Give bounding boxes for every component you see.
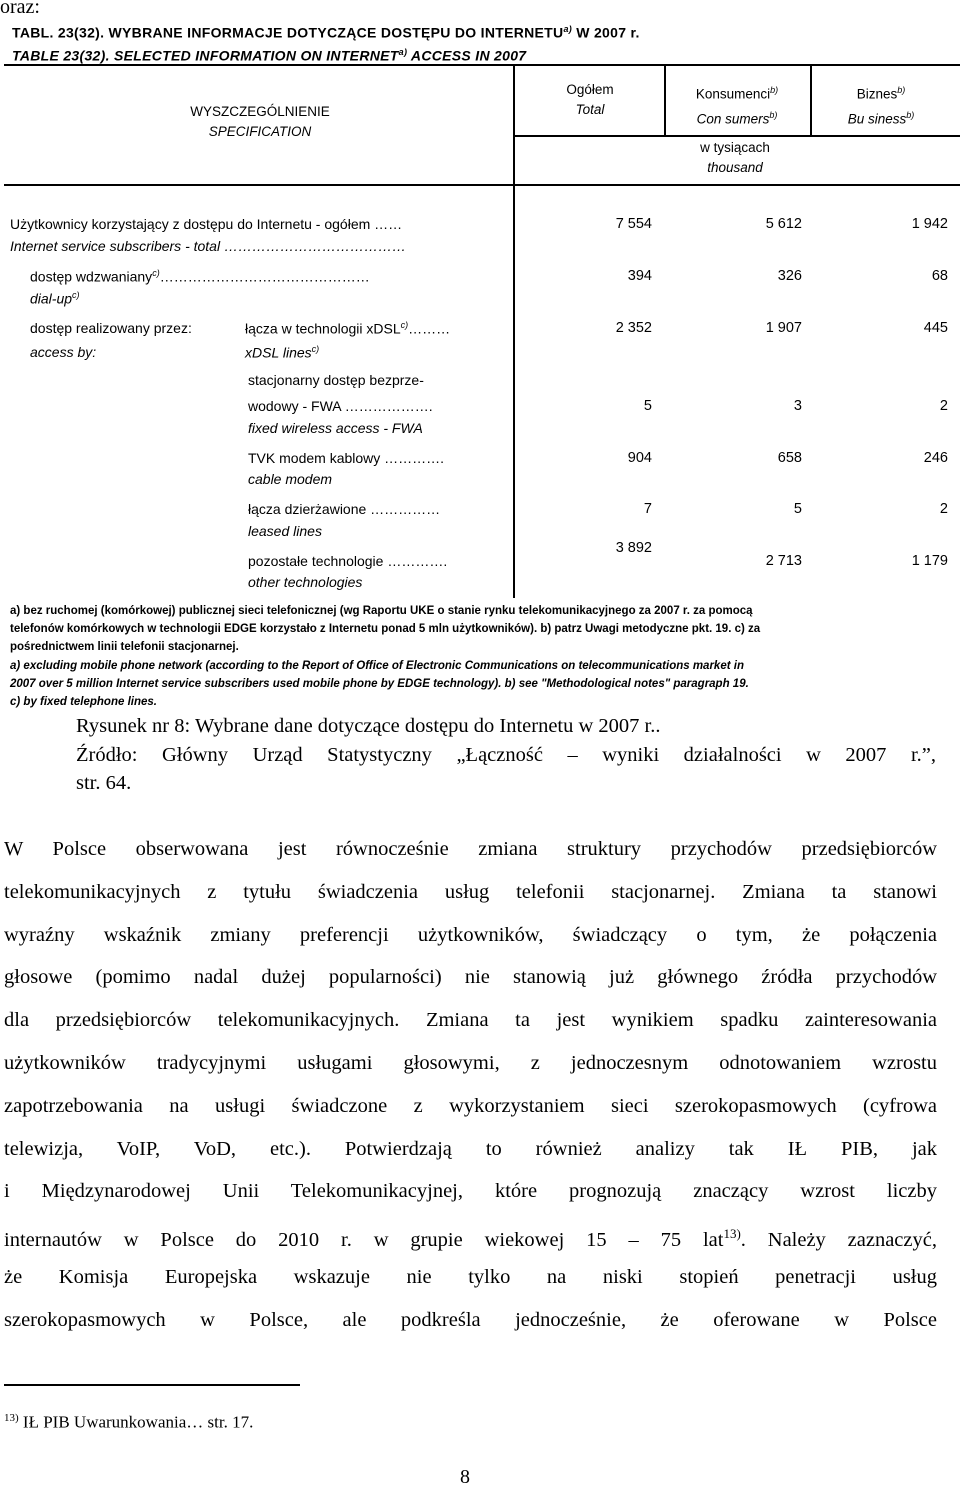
row-dialup-consumers: 326 — [777, 268, 802, 284]
row-other-total: 3 892 — [615, 540, 652, 556]
row-leased-consumers: 5 — [793, 501, 802, 517]
row-cable-total: 904 — [627, 450, 652, 466]
page-number: 8 — [460, 1466, 470, 1488]
table-divider — [513, 65, 515, 598]
row-fwa-business: 2 — [939, 398, 948, 414]
table-footnote-line: 2007 over 5 million Internet service subscribers used mobile phone by EDGE technology). b) see "Methodological notes" paragraph 19. — [10, 678, 749, 690]
row-leased-label-pl: łącza dzierżawione …………… — [248, 501, 441, 517]
row-fwa-total: 5 — [643, 398, 652, 414]
row-cable-consumers: 658 — [777, 450, 802, 466]
row-total-business: 1 942 — [911, 216, 948, 232]
row-dialup-label-pl: dostęp wdzwaniany$^{c)}$……………………………………… — [30, 268, 370, 285]
table-footnote-line: pośrednictwem linii telefonii stacjonarnej. — [10, 641, 239, 653]
col-consumers-header: Konsumenci$^{b)}$ Con sumers$^{b)}$ — [695, 85, 779, 126]
spec-header: WYSZCZEGÓLNIENIE SPECIFICATION — [190, 104, 330, 139]
row-xdsl-label-a-en: access by: — [30, 344, 97, 360]
row-dialup-business: 68 — [931, 268, 948, 284]
row-total-total: 7 554 — [615, 216, 652, 232]
row-xdsl-consumers: 1 907 — [765, 320, 802, 336]
table-title-pl: TABL. 23(32). WYBRANE INFORMACJE DOTYCZĄCE DOSTĘPU DO INTERNETU$^{a)}$ W 2007 r. — [12, 24, 640, 41]
row-other-label-en: other technologies — [248, 574, 363, 590]
table-header-rule — [4, 184, 960, 186]
footnote — [4, 1412, 253, 1433]
row-xdsl-total: 2 352 — [615, 320, 652, 336]
footnote-separator — [4, 1384, 300, 1386]
row-fwa-label-pl: stacjonarny dostęp bezprze- — [248, 372, 424, 388]
table-footnote-line: a) excluding mobile phone network (according to the Report of Office of Electronic Communications on telecommunications market in — [10, 660, 744, 672]
row-leased-label-en: leased lines — [248, 523, 322, 539]
row-cable-business: 246 — [923, 450, 948, 466]
paragraph-line: wyraźny wskaźnik zmiany preferencji użytkowników, świadczący o tym, że połączenia — [4, 923, 937, 946]
table-title-en: TABLE 23(32). SELECTED INFORMATION ON INTERNET$^{a)}$ ACCESS IN 2007 — [12, 47, 527, 64]
row-leased-total: 7 — [643, 501, 652, 517]
row-other-business: 1 179 — [911, 553, 948, 569]
table-unit-rule — [514, 135, 960, 137]
table-footnote-line: a) bez ruchomej (komórkowej) publicznej sieci telefonicznej (wg Raportu UKE o stanie rynku telekomunikacyjnego za 2007 r. za pomocą — [10, 605, 753, 617]
unit-header: w tysiącach thousand — [700, 140, 770, 175]
paragraph-line: szerokopasmowych w Polsce, ale podkreśla jednocześnie, że oferowane w Polsce — [4, 1308, 937, 1331]
row-total-label-en: Internet service subscribers - total ………………………………… — [10, 238, 406, 254]
paragraph-line: zapotrzebowania na usługi świadczone z wykorzystaniem sieci szerokopasmowych (cyfrowa — [4, 1094, 937, 1117]
paragraph-line-footnote-ref: internautów w Polsce do 2010 r. w grupie wiekowej 15 – 75 lat$^{13)}$. Należy zaznaczyć, — [4, 1226, 937, 1251]
paragraph-line: i Międzynarodowej Unii Telekomunikacyjnej, które prognozują znaczący wzrost liczby — [4, 1180, 937, 1203]
data-table-figure — [0, 20, 960, 720]
figure-caption-page: str. 64. — [76, 772, 132, 794]
footnote-text: IŁ PIB Uwarunkowania… str. 17. — [22, 1412, 254, 1432]
figure-caption-title: Rysunek nr 8: Wybrane dane dotyczące dostępu do Internetu w 2007 r.. — [76, 715, 661, 737]
paragraph-line: telewizja, VoIP, VoD, etc.). Potwierdzają to również analizy tak IŁ PIB, jak — [4, 1137, 937, 1160]
row-cable-label-en: cable modem — [248, 471, 333, 487]
figure-caption-source: Źródło: Główny Urząd Statystyczny „Łączność – wyniki działalności w 2007 r.”, — [76, 744, 936, 766]
paragraph-line: telekomunikacyjnych z tytułu świadczenia usług telefonii stacjonarnej. Zmiana ta stanowi — [4, 880, 937, 903]
row-fwa-consumers: 3 — [793, 398, 802, 414]
col-total-header: Ogółem Total — [566, 82, 614, 117]
row-cable-label-pl: TVK modem kablowy …………. — [248, 450, 445, 466]
row-xdsl-label-a-pl: dostęp realizowany przez: — [30, 320, 192, 336]
footnote-mark: 13) — [4, 1412, 19, 1424]
row-dialup-label-en: dial-$up^{c)}$ — [30, 290, 80, 307]
col-business-header: Biznes$^{b)}$ Bu siness$^{b)}$ — [847, 85, 915, 126]
table-footnote-line: telefonów komórkowych w technologii EDGE korzystało z Internetu ponad 5 mln użytkowników). b) patrz Uwagi metodyczne pkt. 19. c) za — [10, 623, 761, 635]
row-total-consumers: 5 612 — [765, 216, 802, 232]
table-footnote-line: c) by fixed telephone lines. — [10, 696, 157, 708]
row-fwa-label-en: fixed wireless access - FWA — [248, 420, 423, 436]
row-xdsl-label-b-pl: łącza w technologii xDSL$^{c)}$……… — [245, 320, 451, 337]
table-top-rule — [4, 64, 960, 66]
intro-word: oraz: — [0, 0, 40, 18]
row-other-label-pl: pozostałe technologie …………. — [248, 553, 448, 569]
paragraph-line: że Komisja Europejska wskazuje nie tylko na niski stopień penetracji usług — [4, 1265, 937, 1288]
row-leased-business: 2 — [939, 501, 948, 517]
paragraph-line: użytkowników tradycyjnymi usługami głosowymi, z jednoczesnym odnotowaniem wzrostu — [4, 1051, 937, 1074]
table-col-divider-1 — [664, 65, 666, 137]
footnote-reference: 13) — [723, 1226, 741, 1242]
row-other-consumers: 2 713 — [765, 553, 802, 569]
row-dialup-total: 394 — [627, 268, 652, 284]
paragraph-line: W Polsce obserwowana jest równocześnie zmiana struktury przychodów przedsiębiorców — [4, 838, 937, 860]
body-paragraph — [4, 828, 937, 1342]
paragraph-line: głosowe (pomimo nadal dużej popularności) nie stanowią już głównego źródła przychodów — [4, 966, 937, 989]
row-xdsl-label-b-en: xDSL lines$^{c)}$ — [245, 344, 320, 361]
row-total-label-pl: Użytkownicy korzystający z dostępu do Internetu - ogółem …… — [10, 216, 403, 232]
row-xdsl-business: 445 — [923, 320, 948, 336]
paragraph-line: dla przedsiębiorców telekomunikacyjnych. Zmiana ta jest wynikiem spadku zainteresowania — [4, 1009, 937, 1032]
table-col-divider-2 — [810, 65, 812, 137]
row-fwa-label-pl2: wodowy - FWA ………………. — [248, 398, 433, 414]
